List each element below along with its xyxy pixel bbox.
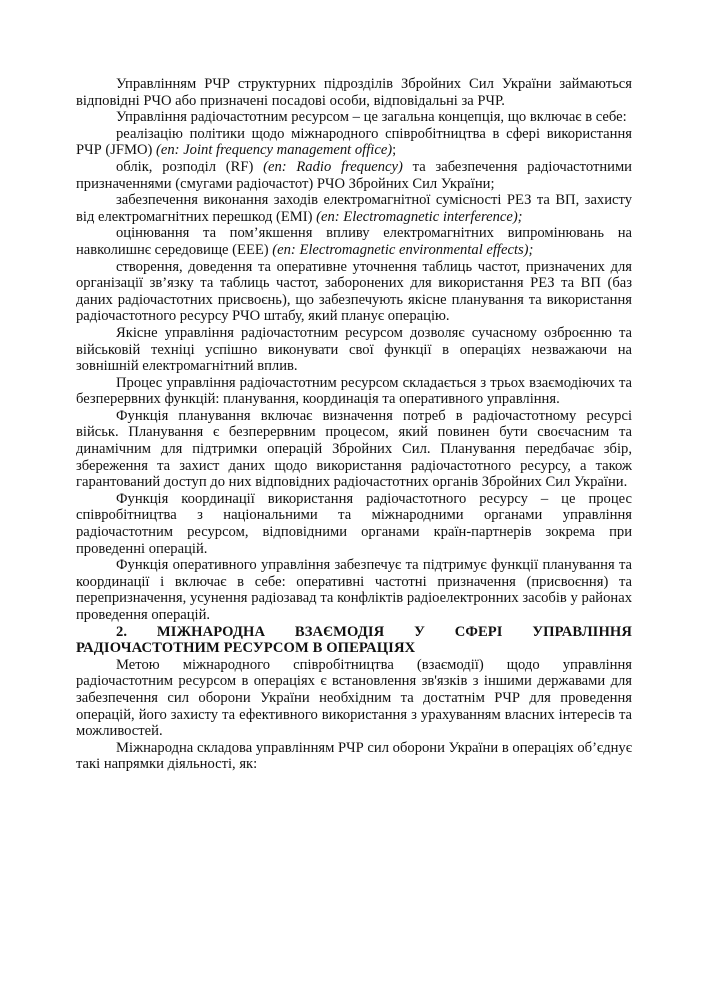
document-page: [76, 76, 632, 773]
english-term: (en: Electromagnetic environmental effects);: [272, 241, 534, 258]
english-term: (en: Electromagnetic interference);: [316, 208, 523, 225]
paragraph: Процес управління радіочастотним ресурсом складається з трьох взаємодіючих та безперервних функцій: планування, координація та оперативного управління.: [76, 374, 632, 408]
paragraph: Функція оперативного управління забезпечує та підтримує функції планування та координації і включає в себе: оперативні частотні призначення (присвоєння) та перепризначення, усунення радіозавад та конфліктів радіоелектронних засобів у районах проведення операцій.: [76, 557, 632, 623]
list-item: створення, доведення та оперативне уточнення таблиць частот, призначених для організації зв’язку та таблиць частот, заборонених для використання РЕЗ та ВП (баз даних радіочастотних присвоєнь), що забезпечують якісне планування та використання радіочастотного ресурсу РЧО штабу, який планує операцію.: [76, 258, 632, 325]
list-item-tail: та забезпечення радіочастотними призначеннями (смугами радіочастот) РЧО Збройних Сил України;: [76, 158, 632, 192]
list-item: [76, 126, 632, 159]
paragraph: Управлінням РЧР структурних підрозділів Збройних Сил України займаються відповідні РЧО або призначені посадові особи, відповідальні за РЧР.: [76, 76, 632, 109]
list-item-text: облік, розподіл (RF): [116, 158, 264, 175]
paragraph: Якісне управління радіочастотним ресурсом дозволяє сучасному озброєнню та військовій техніці успішно виконувати свої функції в операціях незважаючи на зовнішній електромагнітний вплив.: [76, 324, 632, 375]
list-item-tail: ;: [392, 142, 397, 159]
list-item-text: реалізацію політики щодо міжнародного співробітництва в сфері використання РЧР (JFMO): [76, 125, 632, 159]
list-item-text: забезпечення виконання заходів електромагнітної сумісності РЕЗ та ВП, захисту від електромагнітних перешкод (EMI): [76, 192, 632, 225]
list-item: [76, 225, 632, 258]
paragraph: Метою міжнародного співробітництва (взаємодії) щодо управління радіочастотним ресурсом в операціях є встановлення зв'язків з іншими державами для забезпечення сил оборони України необхідним та достатнім РЧР для проведення операцій, його захисту та ефективного використання з урахуванням власних інтересів та можливостей.: [76, 656, 632, 740]
english-term: (en: Radio frequency): [263, 158, 403, 175]
paragraph: Міжнародна складова управлінням РЧР сил оборони України в операціях об’єднує такі напрямки діяльності, як:: [76, 739, 632, 773]
list-item-text: оцінювання та пом’якшення впливу електромагнітних випромінювань на навколишнє середовище (EEE): [76, 225, 632, 258]
section-heading: 2. МІЖНАРОДНА ВЗАЄМОДІЯ У СФЕРІ УПРАВЛІННЯ РАДІОЧАСТОТНИМ РЕСУРСОМ В ОПЕРАЦІЯХ: [76, 623, 632, 657]
list-item: [76, 159, 632, 192]
english-term: (en: Joint frequency management office): [156, 142, 393, 159]
paragraph: Функція координації використання радіочастотного ресурсу – це процес співробітництва з національними та міжнародними органами управління радіочастотним ресурсом, відповідними органами країн-партнерів зокрема при проведенні операцій.: [76, 490, 632, 557]
paragraph: Управління радіочастотним ресурсом – це загальна концепція, що включає в себе:: [116, 109, 627, 126]
list-item: [76, 192, 632, 225]
paragraph: Функція планування включає визначення потреб в радіочастотному ресурсі військ. Планування є безперервним процесом, який повинен бути своєчасним та динамічним для підтримки операцій Збройних Сил. Планування передбачає збір, збереження та захист даних щодо використання радіочастотного ресурсу, а також гарантований доступ до них відповідних радіочастотних органів Збройних Сил України.: [76, 407, 632, 491]
